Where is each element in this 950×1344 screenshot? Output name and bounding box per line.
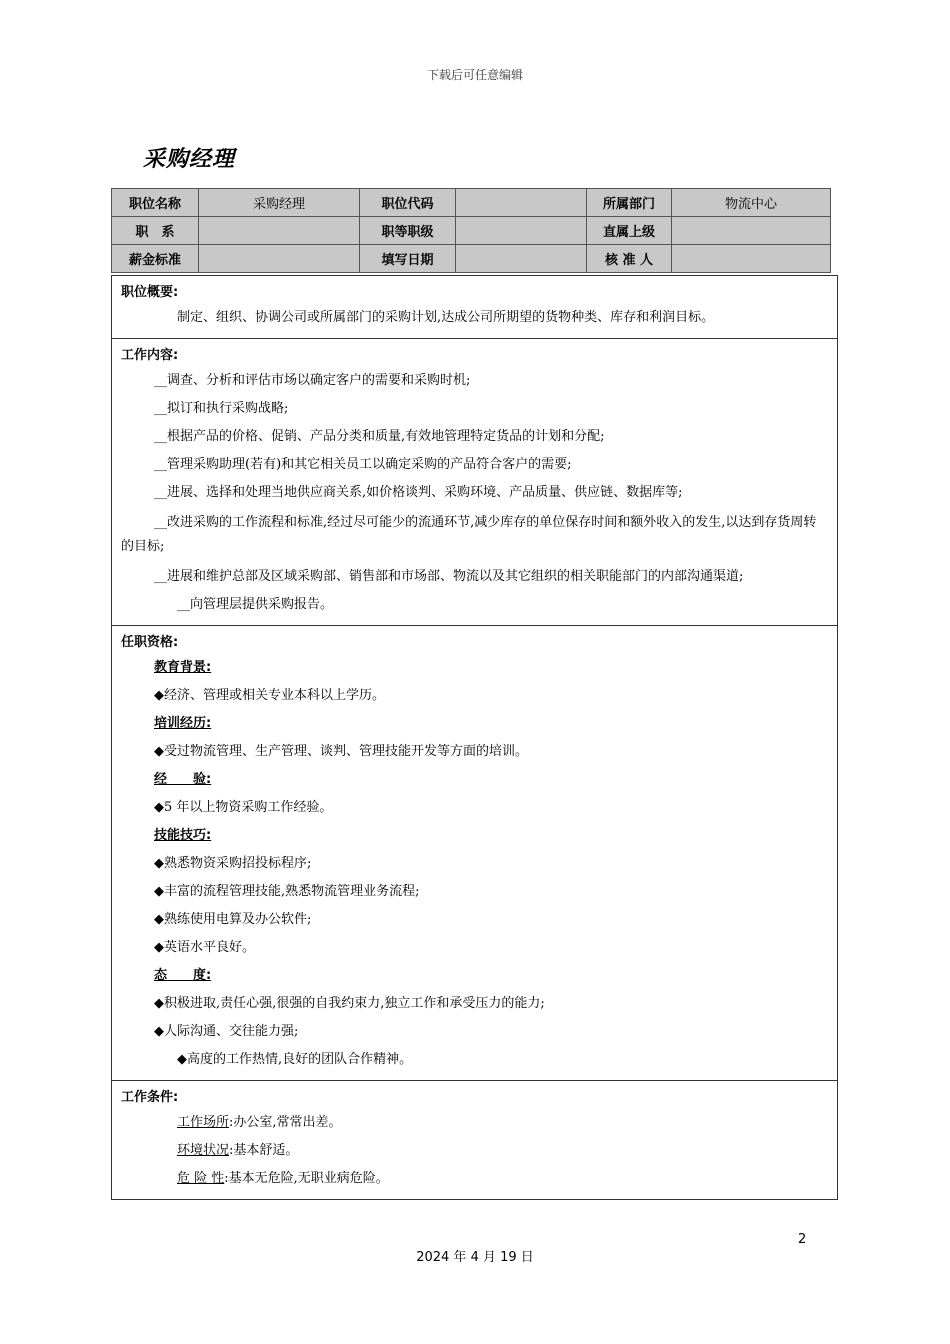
subsection-label: 经 验: xyxy=(154,772,212,787)
value-cell: 物流中心 xyxy=(672,189,831,217)
subsection-label: 技能技巧: xyxy=(154,828,212,843)
label-cell: 核 准 人 xyxy=(587,245,672,273)
condition-value: :基本无危险,无职业病危险。 xyxy=(224,1171,389,1186)
subsection-label: 培训经历: xyxy=(154,716,212,731)
value-cell xyxy=(456,217,587,245)
list-item: __根据产品的价格、促销、产品分类和质量,有效地管理特定货品的计划和分配; xyxy=(154,429,605,444)
condition-value: :基本舒适。 xyxy=(229,1143,299,1158)
label-cell: 薪金标准 xyxy=(112,245,199,273)
job-description-body xyxy=(111,275,838,1200)
section-title: 任职资格: xyxy=(121,635,179,650)
list-item: ◆5 年以上物资采购工作经验。 xyxy=(154,800,333,815)
list-item: __管理采购助理(若有)和其它相关员工以确定采购的产品符合客户的需要; xyxy=(154,457,572,472)
subsection-label: 教育背景: xyxy=(154,660,212,675)
info-table xyxy=(111,188,831,273)
conditions-section xyxy=(112,1081,837,1199)
condition-label: 工作场所 xyxy=(177,1115,230,1130)
list-item: __进展、选择和处理当地供应商关系,如价格谈判、采购环境、产品质量、供应链、数据库等; xyxy=(154,485,683,500)
list-item: __调查、分析和评估市场以确定客户的需要和采购时机; xyxy=(154,373,471,388)
overview-section xyxy=(112,276,837,339)
list-item: ◆英语水平良好。 xyxy=(154,940,255,955)
condition-label: 危 险 性 xyxy=(177,1171,225,1186)
list-item: __改进采购的工作流程和标准,经过尽可能少的流通环节,减少库存的单位保存时间和额外收入的发生,以达到存货周转的目标; xyxy=(121,515,817,554)
label-cell: 直属上级 xyxy=(587,217,672,245)
value-cell xyxy=(456,245,587,273)
condition-label: 环境状况 xyxy=(177,1143,230,1158)
label-cell: 职等职级 xyxy=(360,217,456,245)
table-row xyxy=(112,245,831,273)
overview-text: 制定、组织、协调公司或所属部门的采购计划,达成公司所期望的货物种类、库存和利润目标。 xyxy=(177,310,715,325)
duties-section xyxy=(112,339,837,626)
list-item: ◆熟悉物资采购招投标程序; xyxy=(154,856,312,871)
value-cell xyxy=(199,217,360,245)
value-cell xyxy=(199,245,360,273)
list-item xyxy=(121,1109,829,1137)
qualifications-section xyxy=(112,626,837,1081)
section-title: 工作内容: xyxy=(121,348,179,363)
value-cell xyxy=(456,189,587,217)
condition-value: :办公室,常常出差。 xyxy=(229,1115,342,1130)
list-item: ◆经济、管理或相关专业本科以上学历。 xyxy=(154,688,385,703)
page-number: 2 xyxy=(798,1232,807,1247)
list-item: __拟订和执行采购战略; xyxy=(154,401,289,416)
list-item: ◆人际沟通、交往能力强; xyxy=(154,1024,299,1039)
header-note: 下载后可任意编辑 xyxy=(426,68,523,82)
section-title: 工作条件: xyxy=(121,1090,179,1105)
list-item: ◆熟练使用电算及办公软件; xyxy=(154,912,312,927)
label-cell: 填写日期 xyxy=(360,245,456,273)
list-item: ◆丰富的流程管理技能,熟悉物流管理业务流程; xyxy=(154,884,420,899)
label-cell: 职位代码 xyxy=(360,189,456,217)
subsection-label: 态 度: xyxy=(154,968,212,983)
value-cell xyxy=(672,217,831,245)
list-item: __向管理层提供采购报告。 xyxy=(177,597,334,612)
list-item: ◆积极进取,责任心强,很强的自我约束力,独立工作和承受压力的能力; xyxy=(154,996,545,1011)
value-cell xyxy=(672,245,831,273)
label-cell: 职 系 xyxy=(112,217,199,245)
value-cell: 采购经理 xyxy=(199,189,360,217)
label-cell: 所属部门 xyxy=(587,189,672,217)
list-item: ◆高度的工作热情,良好的团队合作精神。 xyxy=(177,1052,413,1067)
list-item xyxy=(121,1137,829,1165)
table-row xyxy=(112,217,831,245)
section-title: 职位概要: xyxy=(121,285,179,300)
footer-date: 2024 年 4 月 19 日 xyxy=(416,1250,534,1265)
list-item: ◆受过物流管理、生产管理、谈判、管理技能开发等方面的培训。 xyxy=(154,744,528,759)
table-row xyxy=(112,189,831,217)
list-item xyxy=(121,1165,829,1193)
page-title: 采购经理 xyxy=(143,147,236,172)
list-item: __进展和维护总部及区域采购部、销售部和市场部、物流以及其它组织的相关职能部门的内部沟通渠道; xyxy=(154,569,744,584)
label-cell: 职位名称 xyxy=(112,189,199,217)
